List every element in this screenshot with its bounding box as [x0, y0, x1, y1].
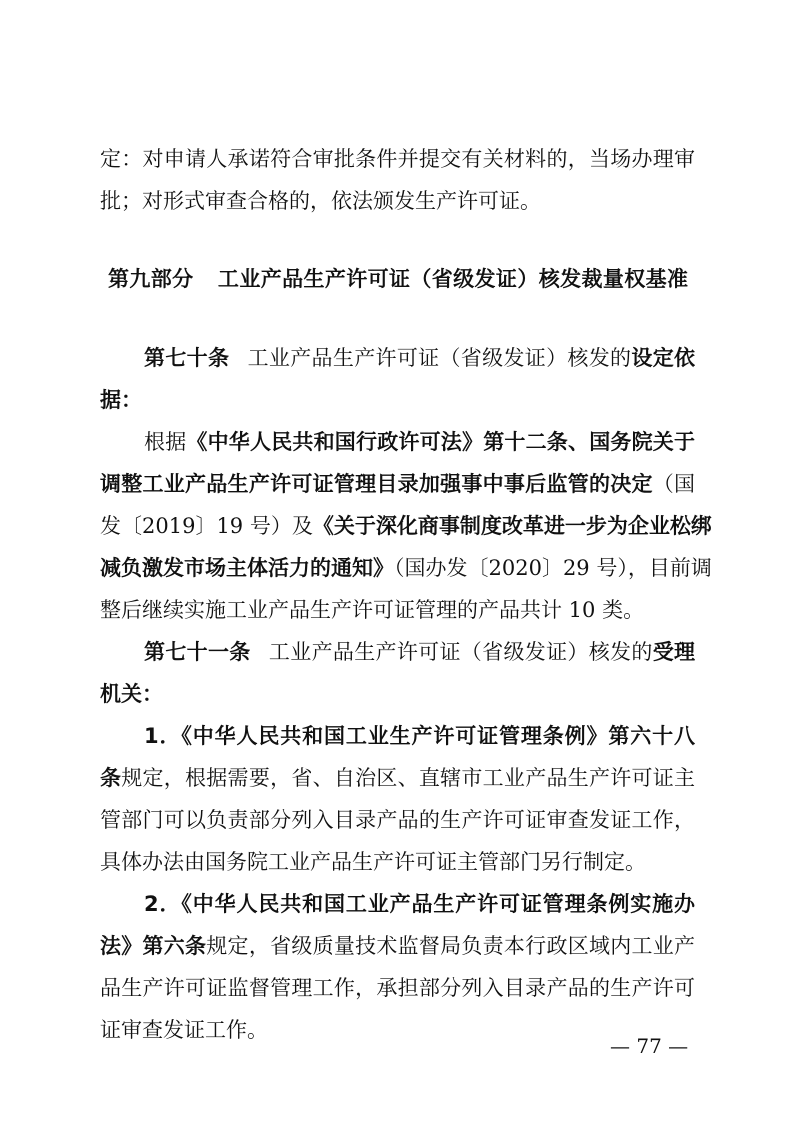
bold-text: 1．《中华人民共和国工业生产许可证管理条例》第六十八 [144, 724, 695, 748]
text-line [100, 933, 695, 959]
section-heading [108, 266, 688, 292]
bold-text: 减负激发市场主体活力的通知》 [100, 556, 394, 580]
text-line [100, 1017, 695, 1043]
text-line [100, 681, 695, 707]
heading-title: 工业产品生产许可证（省级发证）核发裁量权基准 [217, 267, 689, 291]
article-label: 第七十一条 [144, 640, 251, 664]
text-line [100, 188, 695, 214]
text-span: 具体办法由国务院工业产品生产许可证主管部门另行制定。 [100, 850, 646, 874]
text-line [100, 513, 712, 539]
text-span: （国办发〔2020〕29 号），目前调 [394, 556, 712, 580]
text-span: 定：对申请人承诺符合审批条件并提交有关材料的，当场办理审 [100, 147, 695, 171]
heading-part: 第九部分 [108, 267, 194, 291]
text-line [100, 146, 695, 172]
bold-text: 据： [100, 388, 142, 412]
text-span: 证审查发证工作。 [100, 1018, 268, 1042]
article-71-line [144, 639, 695, 665]
bold-text: 调整工业产品生产许可证管理目录加强事中事后监管的决定 [100, 472, 653, 496]
article-label: 第七十条 [144, 346, 230, 370]
bold-text: 法》第六条 [100, 934, 207, 958]
text-span: （国 [652, 472, 696, 496]
text-line [100, 807, 695, 833]
text-span: 根据 [144, 430, 187, 454]
bold-text: 机关： [100, 682, 163, 706]
bold-text: 受理 [652, 640, 696, 664]
text-span: 品生产许可证监督管理工作，承担部分列入目录产品的生产许可 [100, 976, 695, 1000]
text-line [100, 849, 695, 875]
text-line [100, 975, 695, 1001]
bold-text: 《中华人民共和国行政许可法》第十二条、国务院关于 [186, 430, 696, 454]
bold-text: 设定依 [631, 346, 696, 370]
text-span: 发〔2019〕19 号）及 [100, 514, 313, 538]
text-line [100, 597, 695, 623]
text-span: 工业产品生产许可证（省级发证）核发的 [247, 346, 632, 370]
bold-text: 《关于深化商事制度改革进一步为企业松绑 [312, 514, 712, 538]
text-span: 整后继续实施工业产品生产许可证管理的产品共计 10 类。 [100, 598, 645, 622]
text-span: 规定，省级质量技术监督局负责本行政区域内工业产 [206, 934, 695, 958]
text-line [100, 471, 695, 497]
text-span: 工业产品生产许可证（省级发证）核发的 [268, 640, 653, 664]
page-number: — 77 — [610, 1034, 689, 1058]
text-span: 批；对形式审查合格的，依法颁发生产许可证。 [100, 189, 541, 213]
article-70-line [144, 345, 695, 371]
list-item-1 [144, 723, 695, 749]
list-item-2 [144, 891, 695, 917]
text-line [100, 387, 695, 413]
bold-text: 条 [100, 766, 122, 790]
text-line [144, 429, 695, 455]
text-line [100, 765, 695, 791]
text-line [100, 555, 712, 581]
bold-text: 2．《中华人民共和国工业产品生产许可证管理条例实施办 [144, 892, 695, 916]
text-span: 规定，根据需要，省、自治区、直辖市工业产品生产许可证主 [121, 766, 696, 790]
text-span: 管部门可以负责部分列入目录产品的生产许可证审查发证工作， [100, 808, 695, 832]
